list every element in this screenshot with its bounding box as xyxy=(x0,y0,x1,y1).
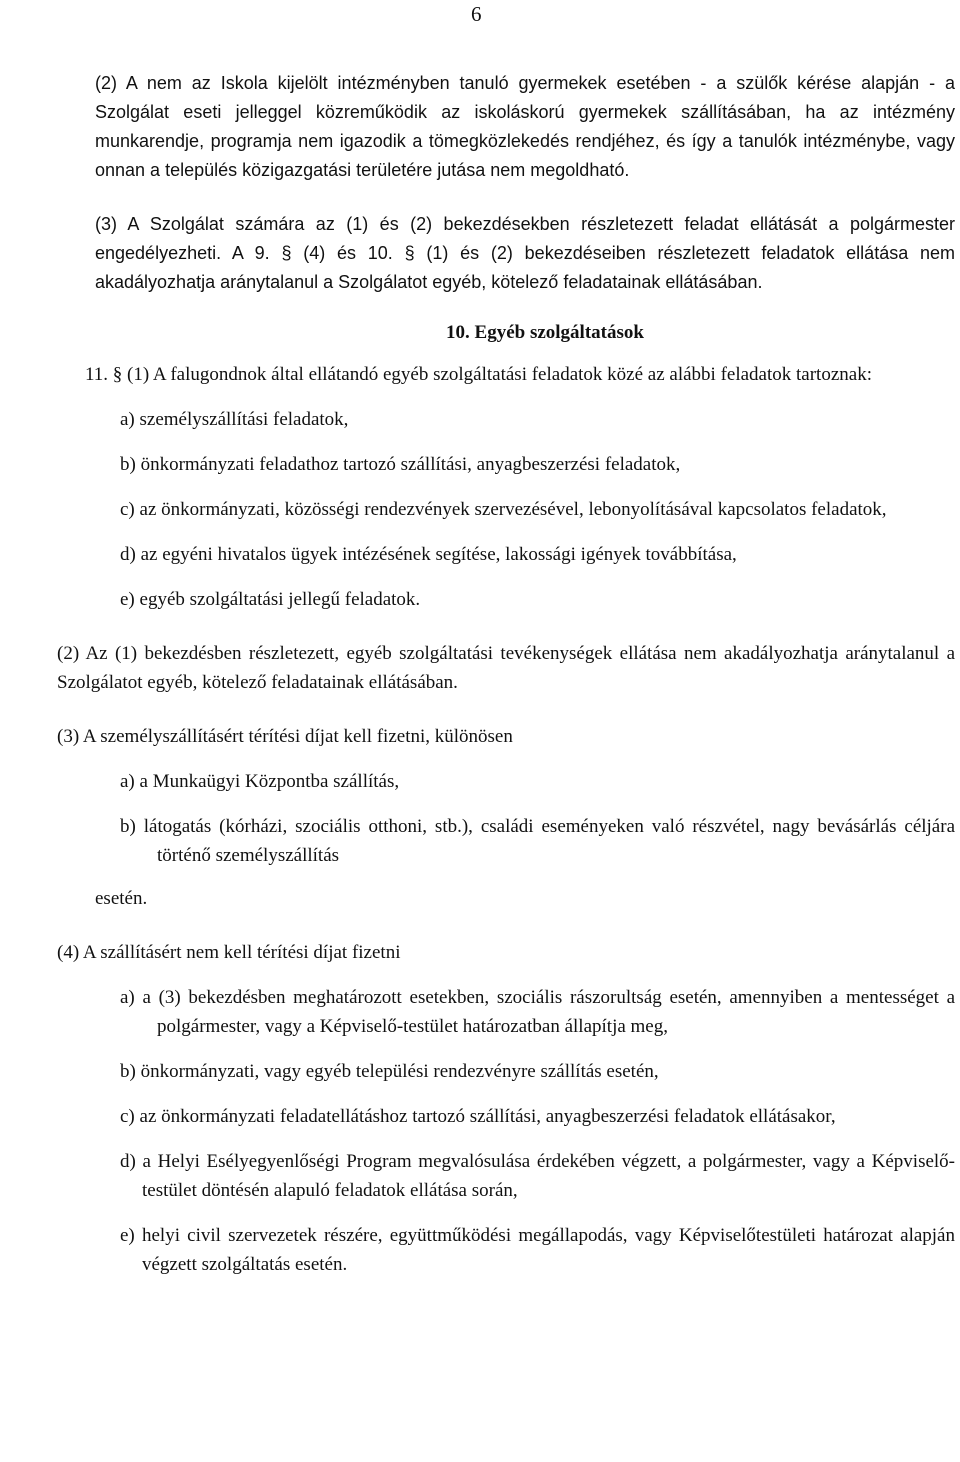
list-item: c) az önkormányzati feladatellátáshoz tartozó szállítási, anyagbeszerzési feladatok ellátásakor, xyxy=(120,1106,836,1127)
list-paid-transport xyxy=(95,767,955,870)
list-item: a) a Munkaügyi Központba szállítás, xyxy=(120,771,400,792)
page-number: 6 xyxy=(471,2,482,26)
list-item: b) önkormányzati, vagy egyéb települési rendezvényre szállítás esetén, xyxy=(120,1061,659,1082)
list-item: d) az egyéni hivatalos ügyek intézésének segítése, lakossági igények továbbítása, xyxy=(120,544,737,565)
section-11-2: (2) Az (1) bekezdésben részletezett, egyéb szolgáltatási tevékenységek ellátása nem akadályozhatja aránytalanul a Szolgálatot egyéb, kötelező feladatainak ellátásában. xyxy=(57,643,955,693)
list-item: b) önkormányzati feladathoz tartozó szállítási, anyagbeszerzési feladatok, xyxy=(120,454,681,475)
section-11-intro: 11. § (1) A falugondnok által ellátandó egyéb szolgáltatási feladatok közé az alábbi feladatok tartoznak: xyxy=(85,364,872,385)
list-item: e) helyi civil szervezetek részére, együttműködési megállapodás, vagy Képviselőtestületi határozat alapján végzett szolgáltatás esetén. xyxy=(120,1225,955,1275)
list-free-transport xyxy=(95,983,955,1279)
paragraph-2: (2) A nem az Iskola kijelölt intézményben tanuló gyermekek esetében - a szülők kérése alapján - a Szolgálat eseti jelleggel közreműködik az iskoláskorú gyermekek szállításában, ha az intézmény munkarendje, programja nem igazodik a tömegközlekedés rendjéhez, és így a tanulók intézménybe, vagy onnan a település közigazgatási területére jutása nem megoldható. xyxy=(95,73,955,180)
section-11-3-outro: esetén. xyxy=(95,888,148,909)
paragraph-3: (3) A Szolgálat számára az (1) és (2) bekezdésekben részletezett feladat ellátását a polgármester engedélyezheti. A 9. § (4) és 10. § (1) és (2) bekezdéseiben részletezett feladatok ellátása nem akadályozhatja aránytalanul a Szolgálatot egyéb, kötelező feladatainak ellátásában. xyxy=(95,214,955,292)
list-item: a) személyszállítási feladatok, xyxy=(120,409,349,430)
section-heading: 10. Egyéb szolgáltatások xyxy=(446,322,644,343)
section-11-3-intro: (3) A személyszállításért térítési díjat kell fizetni, különösen xyxy=(57,726,513,747)
list-item: c) az önkormányzati, közösségi rendezvények szervezésével, lebonyolításával kapcsolatos feladatok, xyxy=(120,499,887,520)
section-11-4-intro: (4) A szállításért nem kell térítési díjat fizetni xyxy=(57,942,401,963)
list-item: a) a (3) bekezdésben meghatározott esetekben, szociális rászorultság esetén, amennyiben a mentességet a polgármester, vagy a Képviselő-testület határozatban állapítja meg, xyxy=(120,987,955,1037)
list-item: e) egyéb szolgáltatási jellegű feladatok. xyxy=(120,589,421,610)
list-services xyxy=(95,405,955,614)
document-body xyxy=(57,69,955,1279)
list-item: d) a Helyi Esélyegyenlőségi Program megvalósulása érdekében végzett, a polgármester, vagy a Képviselő-testület döntésén alapuló feladatok ellátása során, xyxy=(120,1151,955,1201)
list-item: b) látogatás (kórházi, szociális otthoni, stb.), családi eseményeken való részvétel, nagy bevásárlás céljára történő személyszállítás xyxy=(120,816,955,866)
